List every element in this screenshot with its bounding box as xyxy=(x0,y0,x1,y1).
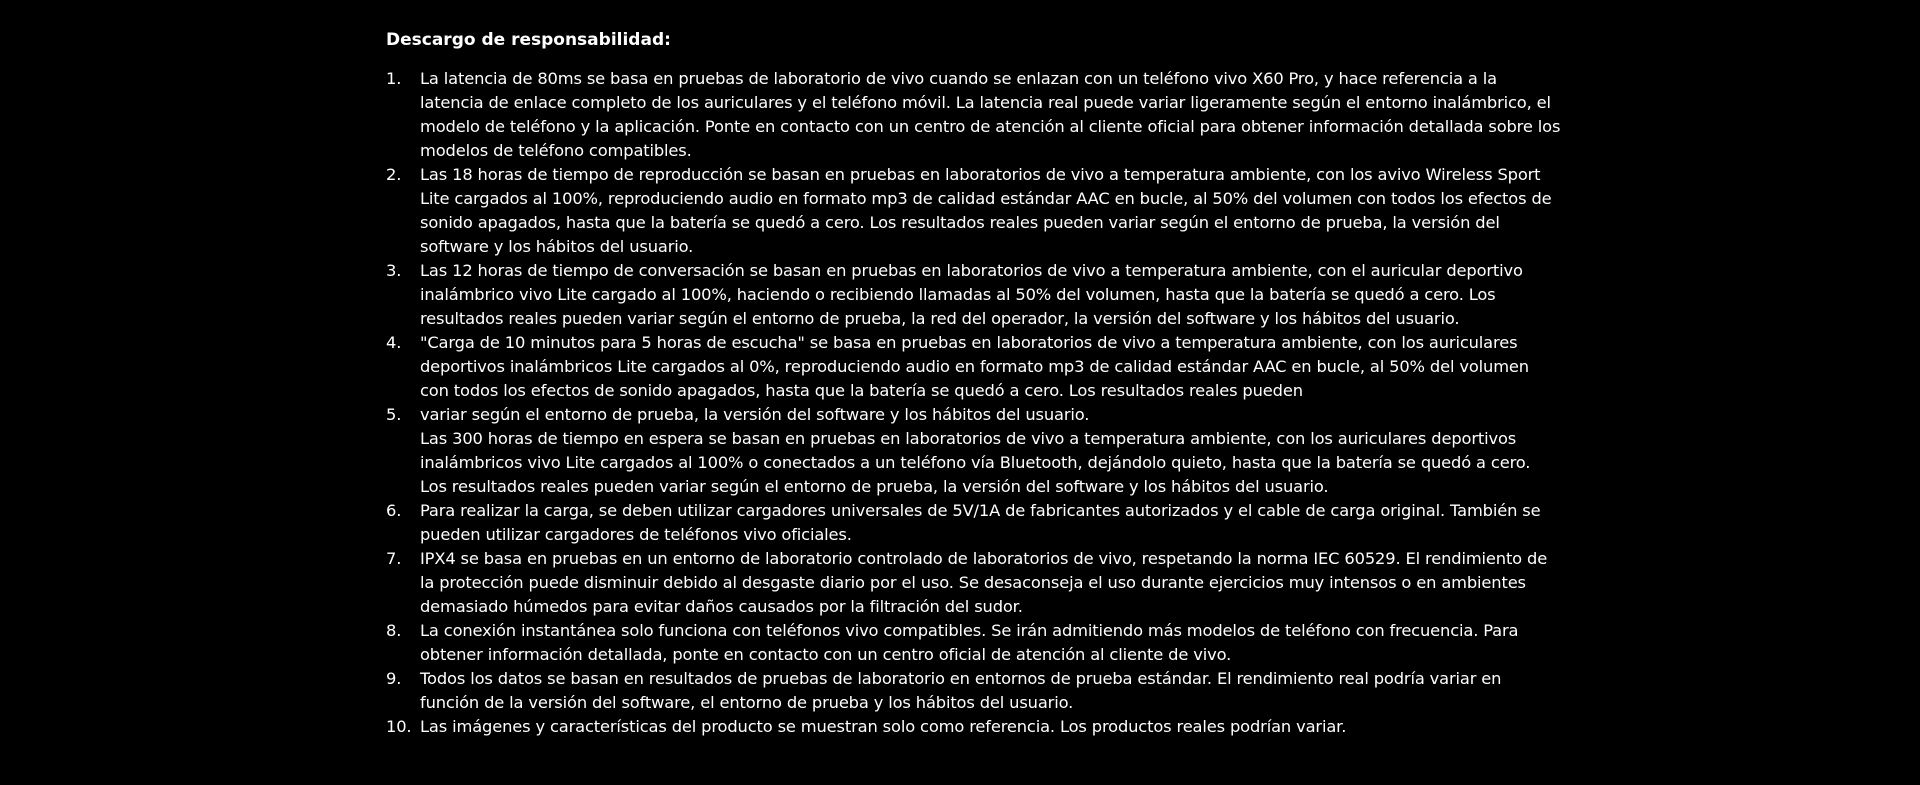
item-text: La conexión instantánea solo funciona con teléfonos vivo compatibles. Se irán admitiendo más modelos de teléfono con frecuencia. Para obtener información detallada, ponte en contacto con un centro oficial de atención al cliente de vivo. xyxy=(420,621,1519,664)
item-number: 2. xyxy=(386,165,402,184)
item-text-block xyxy=(420,403,1561,499)
item-number: 5. xyxy=(386,405,402,424)
item-number: 10. xyxy=(386,717,412,736)
item-text-continuation: Las 300 horas de tiempo en espera se basan en pruebas en laboratorios de vivo a temperatura ambiente, con los auriculares deportivos inalámbricos vivo Lite cargados al 100% o conectados a un teléfono vía Bluetooth, dejándolo quieto, hasta que la batería se quedó a cero. Los resultados reales pueden variar según el entorno de prueba, la versión del software y los hábitos del usuario. xyxy=(420,429,1531,496)
item-text: Todos los datos se basan en resultados de pruebas de laboratorio en entornos de prueba estándar. El rendimiento real podría variar en función de la versión del software, el entorno de prueba y los hábitos del usuario. xyxy=(420,669,1502,712)
list-item xyxy=(386,403,1561,499)
item-text: variar según el entorno de prueba, la versión del software y los hábitos del usuario. xyxy=(420,405,1090,424)
list-item xyxy=(386,331,1561,403)
item-number: 9. xyxy=(386,669,402,688)
item-text: Las imágenes y características del producto se muestran solo como referencia. Los productos reales podrían variar. xyxy=(420,717,1347,736)
list-item xyxy=(386,715,1561,739)
list-item xyxy=(386,67,1561,163)
item-text: "Carga de 10 minutos para 5 horas de escucha" se basa en pruebas en laboratorios de vivo a temperatura ambiente, con los auriculares deportivos inalámbricos Lite cargados al 0%, reproduciendo audio en formato mp3 de calidad estándar AAC en bucle, al 50% del volumen con todos los efectos de sonido apagados, hasta que la batería se quedó a cero. Los resultados reales pueden xyxy=(420,333,1529,400)
item-text: IPX4 se basa en pruebas en un entorno de laboratorio controlado de laboratorios de vivo, respetando la norma IEC 60529. El rendimiento de la protección puede disminuir debido al desgaste diario por el uso. Se desaconseja el uso durante ejercicios muy intensos o en ambientes demasiado húmedos para evitar daños causados por la filtración del sudor. xyxy=(420,549,1548,616)
item-number: 6. xyxy=(386,501,402,520)
list-item xyxy=(386,619,1561,667)
item-text: Las 12 horas de tiempo de conversación se basan en pruebas en laboratorios de vivo a temperatura ambiente, con el auricular deportivo inalámbrico vivo Lite cargado al 100%, haciendo o recibiendo llamadas al 50% del volumen, hasta que la batería se quedó a cero. Los resultados reales pueden variar según el entorno de prueba, la red del operador, la versión del software y los hábitos del usuario. xyxy=(420,261,1523,328)
list-item xyxy=(386,667,1561,715)
disclaimer-section xyxy=(386,28,1561,739)
item-number: 4. xyxy=(386,333,402,352)
item-text: La latencia de 80ms se basa en pruebas de laboratorio de vivo cuando se enlazan con un teléfono vivo X60 Pro, y hace referencia a la latencia de enlace completo de los auriculares y el teléfono móvil. La latencia real puede variar ligeramente según el entorno inalámbrico, el modelo de teléfono y la aplicación. Ponte en contacto con un centro de atención al cliente oficial para obtener información detallada sobre los modelos de teléfono compatibles. xyxy=(420,69,1561,160)
item-number: 1. xyxy=(386,69,402,88)
item-number: 8. xyxy=(386,621,402,640)
item-number: 7. xyxy=(386,549,402,568)
item-number: 3. xyxy=(386,261,402,280)
list-item xyxy=(386,163,1561,259)
list-item xyxy=(386,547,1561,619)
item-text: Las 18 horas de tiempo de reproducción se basan en pruebas en laboratorios de vivo a temperatura ambiente, con los avivo Wireless Sport Lite cargados al 100%, reproduciendo audio en formato mp3 de calidad estándar AAC en bucle, al 50% del volumen con todos los efectos de sonido apagados, hasta que la batería se quedó a cero. Los resultados reales pueden variar según el entorno de prueba, la versión del software y los hábitos del usuario. xyxy=(420,165,1552,256)
list-item xyxy=(386,499,1561,547)
list-item xyxy=(386,259,1561,331)
disclaimer-title: Descargo de responsabilidad: xyxy=(386,30,671,50)
item-text: Para realizar la carga, se deben utilizar cargadores universales de 5V/1A de fabricantes autorizados y el cable de carga original. También se pueden utilizar cargadores de teléfonos vivo oficiales. xyxy=(420,501,1541,544)
